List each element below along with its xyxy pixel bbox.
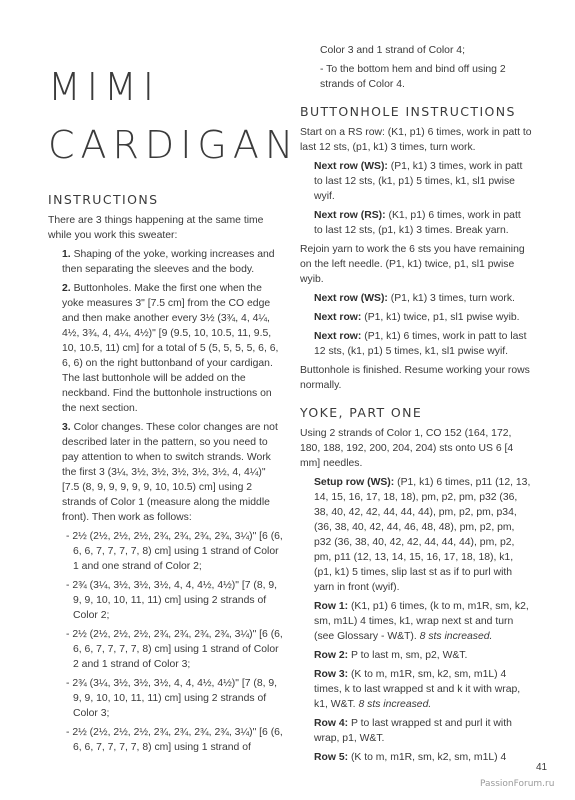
instructions-item-3 [48, 420, 284, 525]
yoke-row-5 [300, 750, 532, 765]
instructions-item-2 [48, 281, 284, 416]
color-bullet: - 2½ (2½, 2½, 2½, 2¾, 2¾, 2¾, 2¾, 3¼)" [6 (6, 6, 6, 7, 7, 7, 7, 8) cm] using 1 strand of Color 2 and 1 strand of Color 3; [66, 629, 283, 670]
row-text: (P1, k1) 6 times, work in patt to last 12 sts, (k1, p1) 5 times, k1, sl1 pwise wyif. [314, 331, 527, 357]
buttonhole-row [300, 310, 532, 325]
row-label: Next row (RS): [314, 210, 386, 221]
color-bullet: - 2¾ (3¼, 3½, 3½, 3½, 4, 4, 4½, 4½)" [7 (8, 9, 9, 9, 10, 10, 11, 11) cm] using 2 strands of Color 3; [66, 678, 278, 719]
yoke-heading: YOKE, PART ONE [300, 405, 423, 420]
row-text: (K to m, m1R, sm, k2, sm, m1L) 4 [348, 752, 507, 763]
row-text: (K to m, m1R, sm, k2, sm, m1L) 4 times, k to last wrapped st and k it with wrap, k1, W&T. [314, 669, 521, 710]
yoke-row-4 [300, 716, 532, 746]
row-label: Row 5: [314, 752, 349, 763]
row-text: (P1, k1) 3 times, turn work. [387, 293, 515, 304]
row-text: (P1, k1) 3 times, work in patt to last 12 sts, (k1, p1) 5 times, k1, sl1 pwise wyif. [314, 161, 523, 202]
buttonhole-start: Start on a RS row: (K1, p1) 6 times, work in patt to last 12 sts, (p1, k1) 3 times, turn work. [300, 127, 532, 153]
title-line-1: MIMI [48, 65, 160, 109]
buttonhole-heading: BUTTONHOLE INSTRUCTIONS [300, 104, 516, 119]
instructions-intro: There are 3 things happening at the same time while you work this sweater: [48, 215, 264, 241]
row-label: Row 2: [314, 650, 349, 661]
color-bullet: - 2¾ (3¼, 3½, 3½, 3½, 4, 4, 4½, 4½)" [7 (8, 9, 9, 9, 10, 10, 11, 11) cm] using 2 strands of Color 2; [66, 580, 278, 621]
page-number: 41 [536, 762, 548, 773]
page-title [48, 58, 299, 174]
item-number: 2. [62, 283, 71, 294]
row-label: Next row (WS): [314, 161, 388, 172]
left-column [48, 192, 284, 755]
buttonhole-row [300, 291, 532, 306]
row-label: Row 4: [314, 718, 349, 729]
row-text: (K1, p1) 6 times, (k to m, m1R, sm, k2, sm, m1L) 4 times, k1, wrap next st and turn (see Glossary - W&T). [314, 601, 529, 642]
instructions-heading: INSTRUCTIONS [48, 192, 159, 207]
buttonhole-row [300, 159, 532, 204]
instructions-item-1 [48, 247, 284, 277]
watermark: PassionForum.ru [480, 779, 555, 789]
row-text: (P1, k1) twice, p1, sl1 pwise wyib. [361, 312, 520, 323]
right-column [300, 43, 532, 765]
item-text: Buttonholes. Make the first one when the yoke measures 3" [7.5 cm] from the CO edge and then make another every 3½ (3¾, 4, 4¼, 4½, 3¾, 4, 4¼, 4½)" [9 (9.5, 10, 10.5, 11, 9.5, 10, 10.5, 11) cm] for a total of 5 (5, 5, 5, 5, 6, 6, 6, 6) on the right buttonband of your cardigan. The last buttonhole will be added on the neckband. Find the buttonhole instructions on the next section. [62, 283, 279, 414]
row-note: 8 sts increased. [358, 699, 432, 710]
color-bullet: - To the bottom hem and bind off using 2 strands of Color 4. [320, 64, 506, 90]
color-bullet: - 2½ (2½, 2½, 2½, 2¾, 2¾, 2¾, 2¾, 3¼)" [6 (6, 6, 6, 7, 7, 7, 7, 8) cm] using 1 strand of Color 1 and one strand of Color 2; [66, 531, 283, 572]
row-note: 8 sts increased. [419, 631, 493, 642]
item-number: 1. [62, 249, 71, 260]
title-line-2: CARDIGAN [48, 123, 300, 167]
row-text: (K1, p1) 6 times, work in patt to last 12 sts, (p1, k1) 3 times. Break yarn. [314, 210, 521, 236]
color-bullet-continued: Color 3 and 1 strand of Color 4; [320, 45, 465, 56]
row-text: P to last m, sm, p2, W&T. [348, 650, 468, 661]
yoke-row-3 [300, 667, 532, 712]
buttonhole-finished: Buttonhole is finished. Resume working your rows normally. [300, 365, 530, 391]
row-label: Next row: [314, 331, 362, 342]
row-label: Row 3: [314, 669, 349, 680]
row-text: P to last wrapped st and purl it with wrap, p1, W&T. [314, 718, 512, 744]
yoke-row-2 [300, 648, 532, 663]
buttonhole-row [300, 329, 532, 359]
item-text: Color changes. These color changes are not described later in the pattern, so you need to pay attention to when to switch strands. Work the first 3 (3¼, 3½, 3½, 3½, 3½, 3½, 4, 4¼)" [7.5 (8, 9, 9, 9, 9, 9, 10, 10.5) cm] using 2 strands of Color 1 (measure along the middle front). Then work as follows: [62, 422, 278, 523]
buttonhole-row [300, 208, 532, 238]
yoke-intro: Using 2 strands of Color 1, CO 152 (164, 172, 180, 188, 192, 200, 204, 204) sts onto US 6 [4 mm] needles. [300, 428, 514, 469]
buttonhole-rejoin: Rejoin yarn to work the 6 sts you have remaining on the left needle. (P1, k1) twice, p1, sl1 pwise wyib. [300, 244, 525, 285]
yoke-row-1 [300, 599, 532, 644]
row-text: (P1, k1) 6 times, p11 (12, 13, 14, 15, 16, 17, 18, 18), pm, p2, pm, p32 (36, 38, 40, 42, 42, 44, 44, 44), pm, p2, pm, p34, (36, 38, 40, 42, 44, 46, 48, 48), pm, p2, pm, p32 (36, 38, 40, 42, 42, 44, 44, 44), pm, p2, pm, p11 (12, 13, 14, 15, 16, 17, 18, 18), k1, (p1, k1) 5 times, slip last st as if to purl with yarn in front (wyif). [314, 477, 531, 593]
color-bullet: - 2½ (2½, 2½, 2½, 2¾, 2¾, 2¾, 2¾, 3¼)" [6 (6, 6, 6, 7, 7, 7, 7, 8) cm] using 1 strand of [66, 727, 283, 753]
row-label: Next row (WS): [314, 293, 388, 304]
item-text: Shaping of the yoke, working increases and then separating the sleeves and the body. [62, 249, 275, 275]
row-label: Setup row (WS): [314, 477, 395, 488]
row-label: Next row: [314, 312, 362, 323]
yoke-setup-row [300, 475, 532, 595]
item-number: 3. [62, 422, 71, 433]
row-label: Row 1: [314, 601, 349, 612]
